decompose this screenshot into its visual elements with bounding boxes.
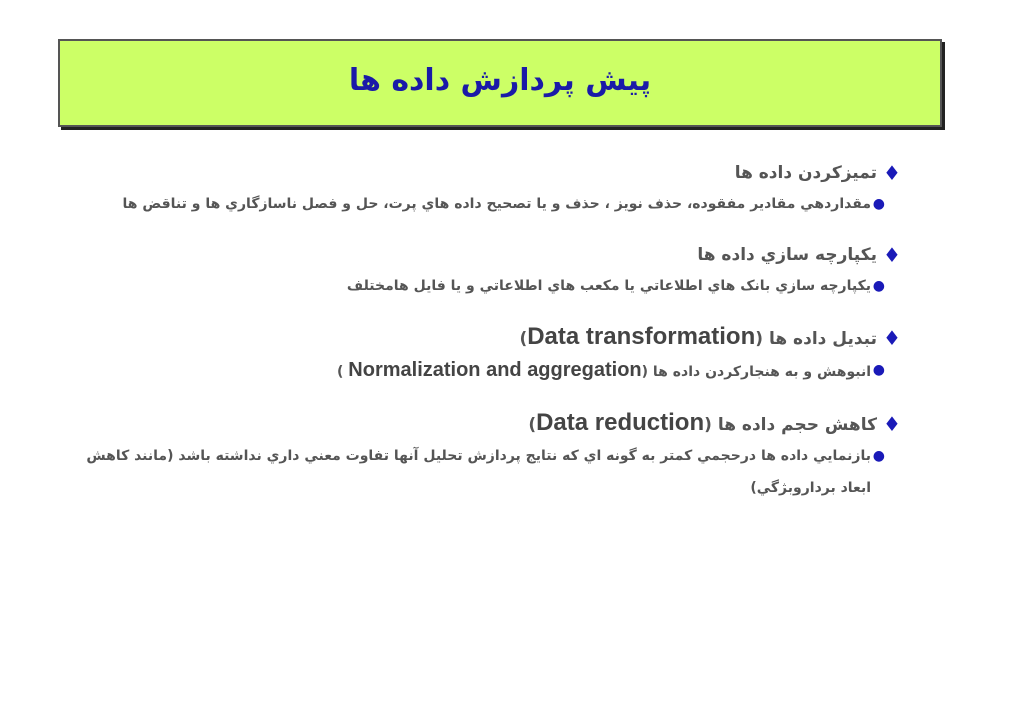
list-item-text: مقداردهي مقادير مفقوده، حذف نويز ، حذف و يا تصحيح داده هاي پرت، حل و فصل ناسازگاري ها و تناقض ها: [122, 196, 871, 212]
dot-bullet-icon: ●: [872, 278, 885, 294]
section-data-cleaning: [70, 160, 901, 220]
heading-text: كاهش حجم داده ها: [717, 415, 877, 435]
heading-latin-text: Data reduction: [536, 409, 705, 436]
list-item-latin-term: (Normalization and aggregation ): [337, 359, 649, 381]
section-data-transformation: [70, 323, 901, 388]
diamond-bullet-icon: ♦: [883, 326, 901, 350]
list-item: [70, 188, 885, 220]
diamond-bullet-icon: ♦: [883, 243, 901, 267]
dot-bullet-icon: ●: [872, 448, 885, 464]
dot-bullet-icon: ●: [872, 196, 885, 212]
section-data-reduction: [70, 409, 901, 504]
list-item: [70, 440, 885, 504]
list-item-text: يكپارچه سازي بانک هاي اطلاعاتي يا مكعب هاي اطلاعاتي و يا فايل هامختلف: [346, 278, 871, 294]
heading-latin-text: Data transformation: [527, 323, 756, 350]
section-data-integration: [70, 242, 901, 302]
slide-title: پيش پردازش داده ها: [348, 62, 652, 98]
heading-latin-term: (Data transformation): [519, 323, 764, 350]
section-heading: [70, 242, 901, 268]
heading-text: تميزكردن داده ها: [734, 163, 877, 183]
list-item: [70, 270, 885, 302]
diamond-bullet-icon: ♦: [883, 161, 901, 185]
heading-text: يكپارچه سازي داده ها: [697, 245, 877, 265]
slide-content: [70, 160, 901, 526]
list-item-latin-text: Normalization and aggregation: [348, 359, 642, 381]
title-box: [58, 39, 942, 127]
section-heading: [70, 409, 901, 438]
list-item: [70, 354, 885, 388]
diamond-bullet-icon: ♦: [883, 412, 901, 436]
list-item-text: بازنمايي داده ها درحجمي كمتر به گونه اي كه نتايج پردازش تحليل آنها تفاوت معني داري نداشته باشد (مانند كاهش ابعاد برداروبژگي): [86, 448, 871, 496]
section-heading: [70, 160, 901, 186]
heading-latin-term: (Data reduction): [528, 409, 712, 436]
dot-bullet-icon: ●: [872, 362, 885, 378]
section-heading: [70, 323, 901, 352]
heading-text: تبديل داده ها: [768, 329, 877, 349]
list-item-text: انبوهش و به هنجاركردن داده ها: [652, 364, 871, 380]
